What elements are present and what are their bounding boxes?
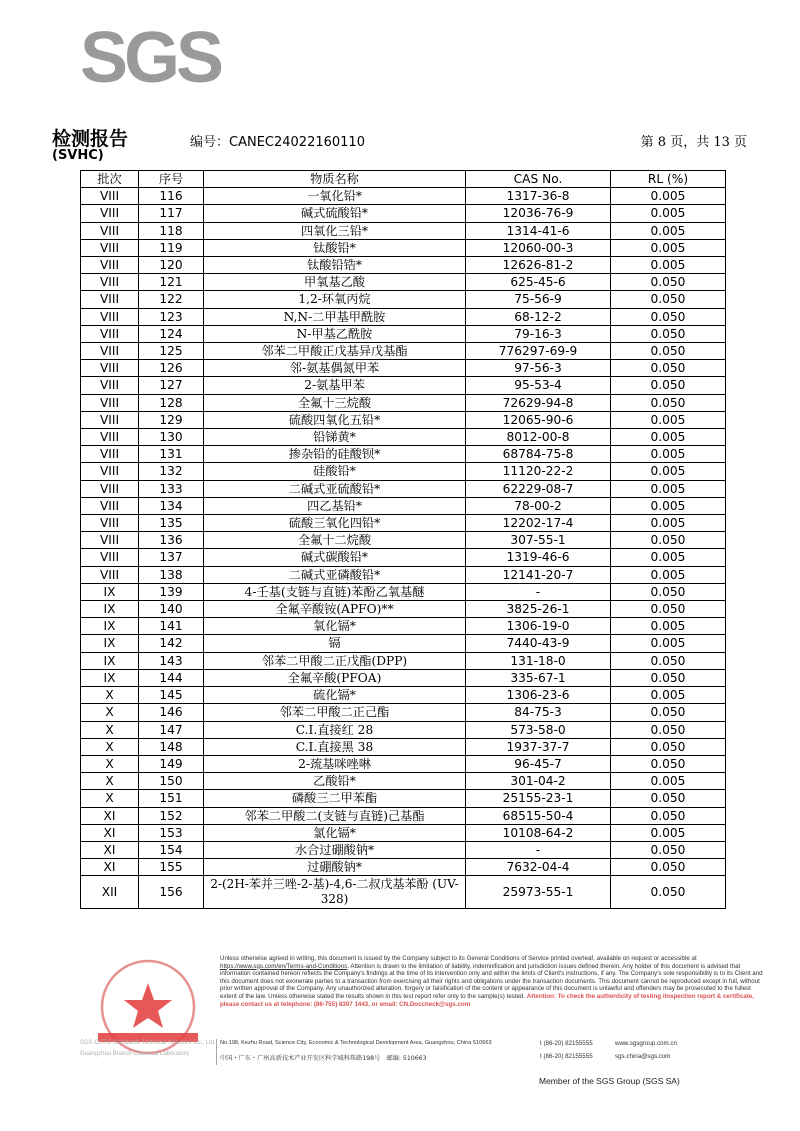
- address-en: No.198, Kezhu Road, Science City, Economic & Technological Development Area, Guangzhou, China 510663: [220, 1040, 492, 1046]
- cell-substance: 2-(2H-苯并三唑-2-基)-4,6-二叔戊基苯酚 (UV-328): [204, 876, 466, 909]
- cell-cas: 12141-20-7: [466, 566, 611, 583]
- cell-rl: 0.050: [611, 532, 726, 549]
- col-substance: 物质名称: [204, 171, 466, 188]
- cell-rl: 0.050: [611, 755, 726, 772]
- cell-rl: 0.005: [611, 188, 726, 205]
- cell-seq: 136: [139, 532, 204, 549]
- cell-cas: 301-04-2: [466, 773, 611, 790]
- cell-cas: 1314-41-6: [466, 222, 611, 239]
- cell-batch: IX: [81, 583, 139, 600]
- cell-rl: 0.005: [611, 497, 726, 514]
- cell-seq: 122: [139, 291, 204, 308]
- cell-seq: 128: [139, 394, 204, 411]
- col-rl: RL (%): [611, 171, 726, 188]
- cell-substance: 1,2-环氧丙烷: [204, 291, 466, 308]
- cell-seq: 125: [139, 343, 204, 360]
- table-row: [81, 807, 726, 824]
- cell-rl: 0.050: [611, 876, 726, 909]
- footer: [80, 955, 763, 1085]
- cell-cas: 1937-37-7: [466, 738, 611, 755]
- cell-seq: 127: [139, 377, 204, 394]
- cell-seq: 152: [139, 807, 204, 824]
- cell-rl: 0.005: [611, 429, 726, 446]
- cell-substance: 全氟十三烷酸: [204, 394, 466, 411]
- cell-substance: 四乙基铅*: [204, 497, 466, 514]
- sgs-logo-icon: [80, 18, 221, 98]
- page-number: 第 8 页，共 13 页: [640, 135, 747, 150]
- cell-batch: X: [81, 790, 139, 807]
- disclaimer-text: Unless otherwise agreed in writing, this document is issued by the Company subject to its General Conditions of Service printed overleaf, available on request or accessible at https://www.sgs.com/en/Terms-and-Conditions. Attention is drawn to the limitation of liability, indemnification and jurisdiction issues defined therein. Any holder of this document is advised that information contained hereon reflects the Company's findings at the time of its intervention only and within the limits of Client's instructions, if any. The Company's sole responsibility is to its Client and this document does not exonerate parties to a transaction from exercising all their rights and obligations under the transaction documents. This document cannot be reproduced except in full, without prior written approval of the Company. Any unauthorized alteration, forgery or falsification of the content or appearance of this document is unlawful and offenders may be prosecuted to the fullest extent of the law. Unless otherwise stated the results shown in this test report refer only to the sample(s) tested. Attention: To check the authenticity of testing /inspection report & certificate, please contact us at telephone: (86-755) 8307 1443, or email: CN.Doccheck@sgs.com: [220, 955, 763, 1008]
- cell-cas: 7632-04-4: [466, 859, 611, 876]
- cell-seq: 140: [139, 601, 204, 618]
- table-row: [81, 463, 726, 480]
- cell-cas: 68-12-2: [466, 308, 611, 325]
- table-row: [81, 652, 726, 669]
- table-row: [81, 583, 726, 600]
- cell-substance: C.I.直接黑 38: [204, 738, 466, 755]
- svg-text:SGS: SGS: [80, 18, 221, 98]
- terms-link[interactable]: https://www.sgs.com/en/Terms-and-Conditions: [220, 962, 348, 970]
- table-row: [81, 824, 726, 841]
- cell-rl: 0.050: [611, 325, 726, 342]
- cell-cas: 12036-76-9: [466, 205, 611, 222]
- cell-substance: 掺杂铅的硅酸钡*: [204, 446, 466, 463]
- cell-batch: VIII: [81, 463, 139, 480]
- cell-substance: 过硼酸钠*: [204, 859, 466, 876]
- cell-rl: 0.050: [611, 308, 726, 325]
- cell-rl: 0.050: [611, 583, 726, 600]
- table-row: [81, 721, 726, 738]
- cell-substance: 邻苯二甲酸二(支链与直链)己基酯: [204, 807, 466, 824]
- email[interactable]: sgs.china@sgs.com: [615, 1053, 671, 1060]
- cell-batch: VIII: [81, 308, 139, 325]
- cell-substance: 硫酸四氧化五铅*: [204, 411, 466, 428]
- cell-seq: 118: [139, 222, 204, 239]
- cell-cas: 12065-90-6: [466, 411, 611, 428]
- cell-rl: 0.050: [611, 343, 726, 360]
- cell-batch: VIII: [81, 239, 139, 256]
- sgs-logo: [80, 18, 221, 98]
- cell-substance: 碱式碳酸铅*: [204, 549, 466, 566]
- cell-seq: 135: [139, 515, 204, 532]
- cell-batch: VIII: [81, 205, 139, 222]
- table-row: [81, 205, 726, 222]
- table-row: [81, 549, 726, 566]
- table-row: [81, 773, 726, 790]
- cell-substance: C.I.直接红 28: [204, 721, 466, 738]
- cell-seq: 126: [139, 360, 204, 377]
- footer-divider: [216, 1039, 217, 1065]
- cell-cas: 79-16-3: [466, 325, 611, 342]
- table-row: [81, 239, 726, 256]
- svhc-table: [80, 170, 726, 909]
- cell-batch: IX: [81, 635, 139, 652]
- table-row: [81, 841, 726, 858]
- cell-batch: IX: [81, 618, 139, 635]
- cell-batch: VIII: [81, 188, 139, 205]
- table-row: [81, 497, 726, 514]
- authenticity-notice: Attention: To check the authenticity of testing /inspection report & certificate, please contact us at telephone: (86-755) 8307 1443, or email: CN.Doccheck@sgs.com: [220, 992, 754, 1008]
- cell-batch: XI: [81, 807, 139, 824]
- cell-seq: 141: [139, 618, 204, 635]
- cell-seq: 150: [139, 773, 204, 790]
- table-row: [81, 274, 726, 291]
- cell-seq: 156: [139, 876, 204, 909]
- company-name-en: SGS-CSTC Standards Technical Services Co., Ltd.: [80, 1040, 216, 1046]
- cell-cas: -: [466, 583, 611, 600]
- cell-substance: 钛酸铅锆*: [204, 257, 466, 274]
- table-row: [81, 618, 726, 635]
- cell-rl: 0.005: [611, 446, 726, 463]
- cell-rl: 0.005: [611, 566, 726, 583]
- address-cn: 中国・广东・广州高新技术产业开发区科学城科珠路198号 邮编: 510663: [220, 1055, 427, 1062]
- cell-batch: VIII: [81, 394, 139, 411]
- cell-rl: 0.005: [611, 618, 726, 635]
- cell-batch: VIII: [81, 377, 139, 394]
- cell-batch: XI: [81, 824, 139, 841]
- table-header-row: [81, 171, 726, 188]
- table-row: [81, 635, 726, 652]
- cell-seq: 130: [139, 429, 204, 446]
- cell-batch: VIII: [81, 257, 139, 274]
- cell-rl: 0.050: [611, 377, 726, 394]
- cell-cas: 68515-50-4: [466, 807, 611, 824]
- cell-substance: 硅酸铅*: [204, 463, 466, 480]
- cell-cas: 12626-81-2: [466, 257, 611, 274]
- cell-rl: 0.005: [611, 411, 726, 428]
- table-row: [81, 394, 726, 411]
- cell-rl: 0.005: [611, 239, 726, 256]
- cell-batch: IX: [81, 601, 139, 618]
- cell-cas: 75-56-9: [466, 291, 611, 308]
- cell-cas: 3825-26-1: [466, 601, 611, 618]
- cell-cas: 68784-75-8: [466, 446, 611, 463]
- cell-seq: 138: [139, 566, 204, 583]
- cell-batch: VIII: [81, 325, 139, 342]
- cell-cas: 84-75-3: [466, 704, 611, 721]
- cell-cas: 307-55-1: [466, 532, 611, 549]
- cell-rl: 0.005: [611, 222, 726, 239]
- cell-substance: 二碱式亚硫酸铅*: [204, 480, 466, 497]
- cell-seq: 132: [139, 463, 204, 480]
- cell-batch: VIII: [81, 343, 139, 360]
- cell-substance: 邻苯二甲酸正戊基异戊基酯: [204, 343, 466, 360]
- cell-seq: 145: [139, 687, 204, 704]
- cell-seq: 131: [139, 446, 204, 463]
- table-row: [81, 601, 726, 618]
- cell-batch: VIII: [81, 429, 139, 446]
- table-row: [81, 755, 726, 772]
- cell-cas: 97-56-3: [466, 360, 611, 377]
- cell-batch: VIII: [81, 549, 139, 566]
- cell-substance: 邻苯二甲酸二正戊酯(DPP): [204, 652, 466, 669]
- cell-substance: 镉: [204, 635, 466, 652]
- cell-seq: 143: [139, 652, 204, 669]
- cell-seq: 119: [139, 239, 204, 256]
- cell-batch: X: [81, 721, 139, 738]
- cell-cas: 1317-36-8: [466, 188, 611, 205]
- cell-seq: 123: [139, 308, 204, 325]
- cell-seq: 139: [139, 583, 204, 600]
- col-seq: 序号: [139, 171, 204, 188]
- cell-rl: 0.050: [611, 601, 726, 618]
- cell-seq: 121: [139, 274, 204, 291]
- cell-seq: 129: [139, 411, 204, 428]
- cell-rl: 0.005: [611, 480, 726, 497]
- cell-substance: 邻-氨基偶氮甲苯: [204, 360, 466, 377]
- cell-cas: 573-58-0: [466, 721, 611, 738]
- cell-cas: 25973-55-1: [466, 876, 611, 909]
- cell-rl: 0.050: [611, 807, 726, 824]
- cell-substance: 四氧化三铅*: [204, 222, 466, 239]
- cell-substance: 4-壬基(支链与直链)苯酚乙氧基醚: [204, 583, 466, 600]
- cell-rl: 0.050: [611, 274, 726, 291]
- table-row: [81, 515, 726, 532]
- cell-cas: 25155-23-1: [466, 790, 611, 807]
- table-row: [81, 446, 726, 463]
- cell-rl: 0.050: [611, 721, 726, 738]
- cell-substance: N,N-二甲基甲酰胺: [204, 308, 466, 325]
- cell-batch: VIII: [81, 515, 139, 532]
- cell-rl: 0.050: [611, 669, 726, 686]
- table-row: [81, 532, 726, 549]
- cell-batch: X: [81, 704, 139, 721]
- cell-cas: 12202-17-4: [466, 515, 611, 532]
- table-row: [81, 566, 726, 583]
- cell-seq: 149: [139, 755, 204, 772]
- cell-rl: 0.050: [611, 291, 726, 308]
- website[interactable]: www.sgsgroup.com.cn: [615, 1040, 677, 1047]
- cell-cas: 11120-22-2: [466, 463, 611, 480]
- table-row: [81, 291, 726, 308]
- cell-substance: 硫化镉*: [204, 687, 466, 704]
- cell-rl: 0.005: [611, 515, 726, 532]
- table-row: [81, 188, 726, 205]
- table-row: [81, 790, 726, 807]
- telephone-2: t (86-20) 82155555: [540, 1053, 593, 1060]
- table-row: [81, 377, 726, 394]
- cell-rl: 0.050: [611, 394, 726, 411]
- cell-cas: 1306-23-6: [466, 687, 611, 704]
- cell-batch: VIII: [81, 222, 139, 239]
- table-row: [81, 360, 726, 377]
- cell-substance: 二碱式亚磷酸铅*: [204, 566, 466, 583]
- cell-rl: 0.005: [611, 824, 726, 841]
- cell-substance: 2-氨基甲苯: [204, 377, 466, 394]
- cell-rl: 0.005: [611, 773, 726, 790]
- cell-seq: 148: [139, 738, 204, 755]
- cell-cas: 12060-00-3: [466, 239, 611, 256]
- table-row: [81, 738, 726, 755]
- cell-rl: 0.005: [611, 257, 726, 274]
- cell-batch: IX: [81, 669, 139, 686]
- cell-rl: 0.005: [611, 463, 726, 480]
- cell-cas: 1306-19-0: [466, 618, 611, 635]
- cell-substance: 邻苯二甲酸二正己酯: [204, 704, 466, 721]
- cell-substance: 硫酸三氧化四铅*: [204, 515, 466, 532]
- report-subtitle: (SVHC): [52, 148, 104, 163]
- cell-seq: 144: [139, 669, 204, 686]
- cell-batch: VIII: [81, 360, 139, 377]
- cell-batch: XI: [81, 859, 139, 876]
- cell-batch: X: [81, 687, 139, 704]
- table-row: [81, 687, 726, 704]
- cell-substance: 铅锑黄*: [204, 429, 466, 446]
- cell-rl: 0.005: [611, 205, 726, 222]
- cell-substance: 全氟辛酸铵(APFO)**: [204, 601, 466, 618]
- cell-seq: 154: [139, 841, 204, 858]
- cell-substance: 甲氧基乙酸: [204, 274, 466, 291]
- table-row: [81, 876, 726, 909]
- cell-substance: 一氧化铅*: [204, 188, 466, 205]
- cell-substance: 磷酸三二甲苯酯: [204, 790, 466, 807]
- cell-batch: VIII: [81, 480, 139, 497]
- cell-substance: 乙酸铅*: [204, 773, 466, 790]
- cell-cas: 78-00-2: [466, 497, 611, 514]
- cell-cas: 8012-00-8: [466, 429, 611, 446]
- cell-rl: 0.005: [611, 549, 726, 566]
- cell-rl: 0.050: [611, 704, 726, 721]
- cell-rl: 0.050: [611, 652, 726, 669]
- cell-cas: 95-53-4: [466, 377, 611, 394]
- cell-batch: VIII: [81, 411, 139, 428]
- cell-batch: X: [81, 738, 139, 755]
- cell-substance: 全氟辛酸(PFOA): [204, 669, 466, 686]
- cell-seq: 124: [139, 325, 204, 342]
- cell-cas: 335-67-1: [466, 669, 611, 686]
- cell-substance: 钛酸铅*: [204, 239, 466, 256]
- cell-cas: -: [466, 841, 611, 858]
- cell-rl: 0.050: [611, 859, 726, 876]
- cell-seq: 120: [139, 257, 204, 274]
- table-row: [81, 222, 726, 239]
- cell-batch: X: [81, 773, 139, 790]
- table-row: [81, 859, 726, 876]
- cell-cas: 10108-64-2: [466, 824, 611, 841]
- cell-batch: VIII: [81, 274, 139, 291]
- cell-rl: 0.050: [611, 738, 726, 755]
- report-title: 检测报告: [52, 128, 129, 150]
- cell-batch: VIII: [81, 291, 139, 308]
- cell-substance: 全氟十二烷酸: [204, 532, 466, 549]
- telephone-1: t (86-20) 82155555: [540, 1040, 593, 1047]
- cell-rl: 0.005: [611, 635, 726, 652]
- cell-seq: 134: [139, 497, 204, 514]
- sgs-member-note: Member of the SGS Group (SGS SA): [539, 1076, 680, 1086]
- cell-cas: 62229-08-7: [466, 480, 611, 497]
- cell-substance: N-甲基乙酰胺: [204, 325, 466, 342]
- cell-seq: 116: [139, 188, 204, 205]
- col-batch: 批次: [81, 171, 139, 188]
- table-row: [81, 308, 726, 325]
- cell-batch: IX: [81, 652, 139, 669]
- cell-cas: 96-45-7: [466, 755, 611, 772]
- col-cas: CAS No.: [466, 171, 611, 188]
- cell-rl: 0.050: [611, 841, 726, 858]
- cell-substance: 碱式硫酸铅*: [204, 205, 466, 222]
- table-row: [81, 480, 726, 497]
- cell-rl: 0.050: [611, 790, 726, 807]
- cell-seq: 117: [139, 205, 204, 222]
- table-row: [81, 429, 726, 446]
- table-row: [81, 411, 726, 428]
- cell-seq: 147: [139, 721, 204, 738]
- cell-cas: 72629-94-8: [466, 394, 611, 411]
- cell-substance: 氯化镉*: [204, 824, 466, 841]
- cell-seq: 133: [139, 480, 204, 497]
- cell-batch: X: [81, 755, 139, 772]
- cell-cas: 1319-46-6: [466, 549, 611, 566]
- table-row: [81, 257, 726, 274]
- cell-cas: 776297-69-9: [466, 343, 611, 360]
- table-row: [81, 704, 726, 721]
- cell-seq: 142: [139, 635, 204, 652]
- cell-substance: 氧化镉*: [204, 618, 466, 635]
- cell-batch: XII: [81, 876, 139, 909]
- cell-seq: 153: [139, 824, 204, 841]
- cell-rl: 0.050: [611, 360, 726, 377]
- cell-batch: XI: [81, 841, 139, 858]
- table-row: [81, 669, 726, 686]
- company-branch-en: Guangzhou Branch Chemical Laboratory.: [80, 1051, 190, 1057]
- table-row: [81, 343, 726, 360]
- cell-seq: 137: [139, 549, 204, 566]
- cell-substance: 水合过硼酸钠*: [204, 841, 466, 858]
- table-row: [81, 325, 726, 342]
- cell-cas: 131-18-0: [466, 652, 611, 669]
- cell-substance: 2-巯基咪唑啉: [204, 755, 466, 772]
- report-number: 编号：CANEC24022160110: [190, 135, 365, 150]
- cell-batch: VIII: [81, 446, 139, 463]
- cell-seq: 151: [139, 790, 204, 807]
- cell-seq: 146: [139, 704, 204, 721]
- cell-cas: 625-45-6: [466, 274, 611, 291]
- cell-rl: 0.005: [611, 687, 726, 704]
- cell-cas: 7440-43-9: [466, 635, 611, 652]
- cell-batch: VIII: [81, 497, 139, 514]
- cell-batch: VIII: [81, 566, 139, 583]
- cell-batch: VIII: [81, 532, 139, 549]
- cell-seq: 155: [139, 859, 204, 876]
